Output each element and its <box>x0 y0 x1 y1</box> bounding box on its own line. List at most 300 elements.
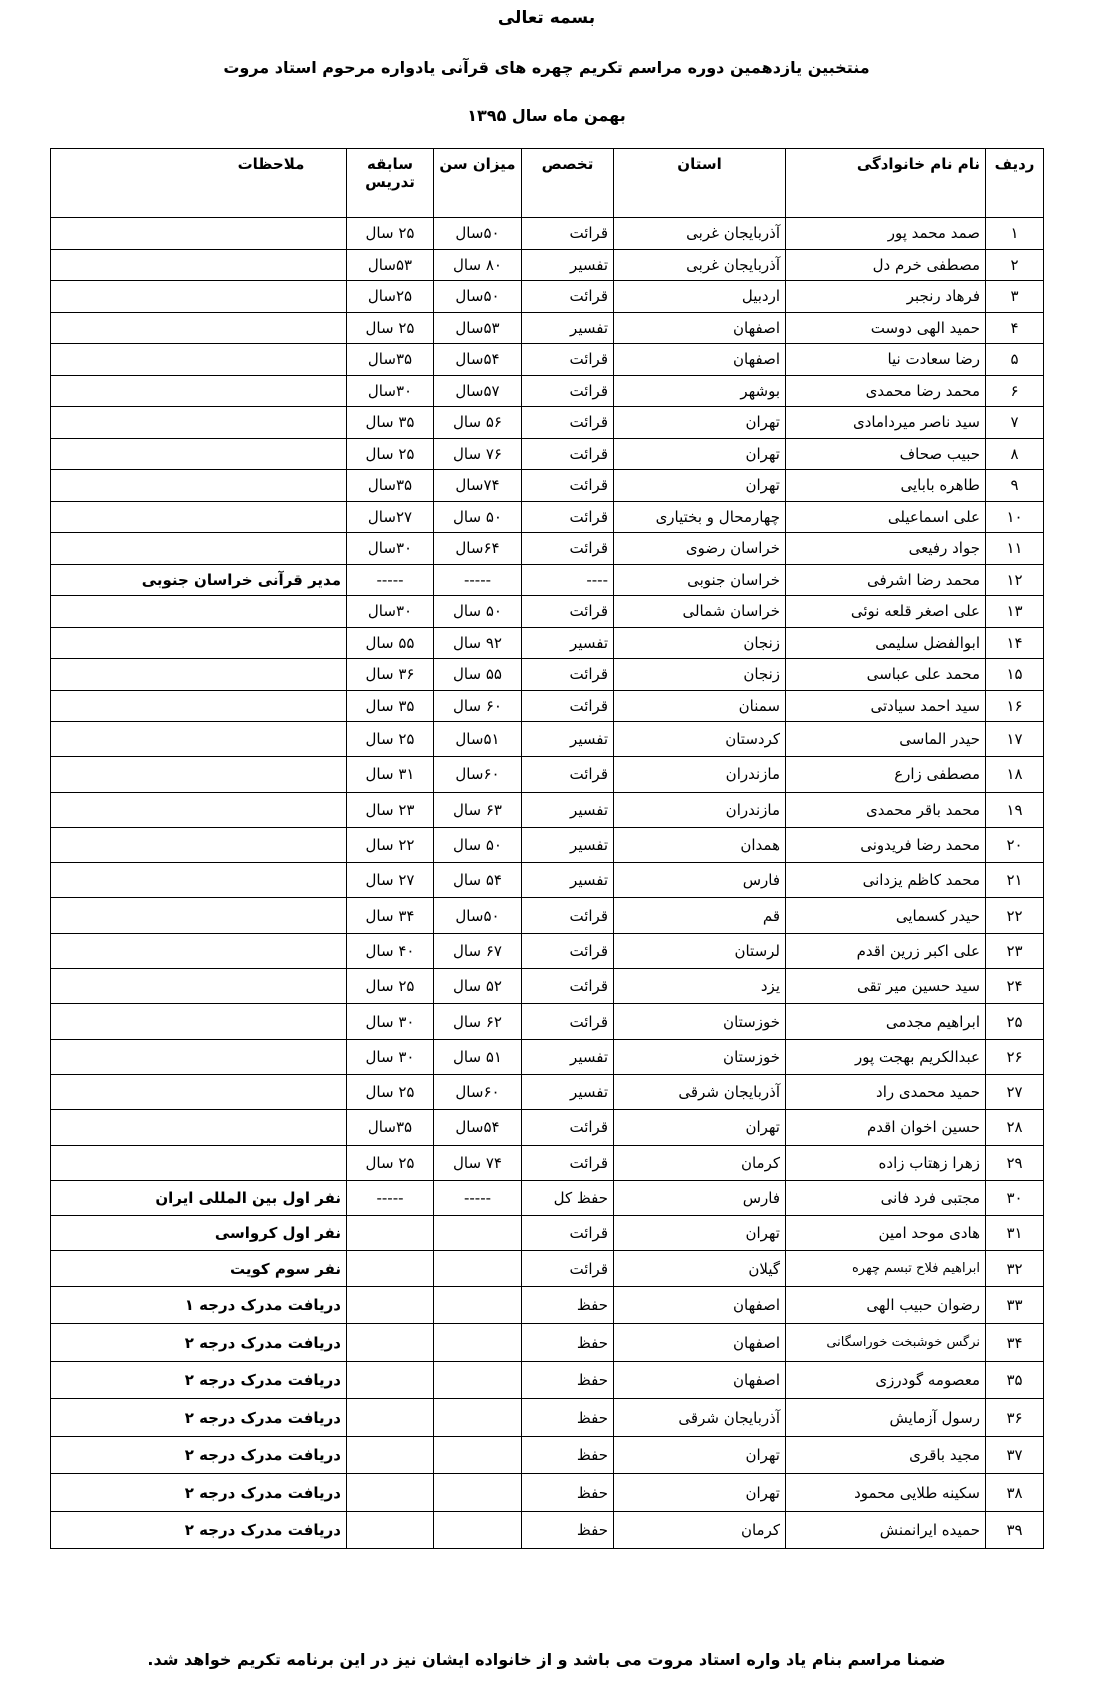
row-name: محمد رضا اشرفی <box>786 564 986 596</box>
row-field: قرائت <box>522 1004 614 1039</box>
row-age: ۵۱ سال <box>434 1039 522 1074</box>
row-note <box>51 312 347 344</box>
row-experience: ۲۵ سال <box>347 722 434 757</box>
table-row <box>51 827 1044 862</box>
row-field: تفسیر <box>522 249 614 281</box>
row-name: رسول آزمایش <box>786 1399 986 1437</box>
row-age: ۵۶ سال <box>434 407 522 439</box>
row-experience <box>347 1216 434 1251</box>
row-age: ۶۴سال <box>434 533 522 565</box>
row-note <box>51 1110 347 1145</box>
row-name: حمید محمدی راد <box>786 1074 986 1109</box>
table-row <box>51 757 1044 792</box>
row-field: تفسیر <box>522 312 614 344</box>
row-province: تهران <box>614 407 786 439</box>
row-idx: ۱۶ <box>986 690 1044 722</box>
table-row <box>51 564 1044 596</box>
row-age: ۵۴ سال <box>434 863 522 898</box>
row-name: هادی موحد امین <box>786 1216 986 1251</box>
row-age: ۵۰ سال <box>434 501 522 533</box>
table-row <box>51 1399 1044 1437</box>
row-age: ۶۲ سال <box>434 1004 522 1039</box>
row-note <box>51 218 347 250</box>
row-experience: ۲۷ سال <box>347 863 434 898</box>
row-province: یزد <box>614 969 786 1004</box>
row-idx: ۳۶ <box>986 1399 1044 1437</box>
row-note <box>51 933 347 968</box>
row-experience: ----- <box>347 1180 434 1215</box>
row-province: تهران <box>614 438 786 470</box>
document-date: بهمن ماه سال ۱۳۹۵ <box>467 106 626 125</box>
row-experience: ۳۶ سال <box>347 659 434 691</box>
row-field: حفظ <box>522 1324 614 1362</box>
row-province: همدان <box>614 827 786 862</box>
row-age: ۵۳سال <box>434 312 522 344</box>
row-experience: ۲۵ سال <box>347 969 434 1004</box>
row-idx: ۲ <box>986 249 1044 281</box>
row-experience: ۲۵ سال <box>347 218 434 250</box>
row-province: مازندران <box>614 792 786 827</box>
row-experience <box>347 1511 434 1549</box>
row-province: تهران <box>614 470 786 502</box>
row-note <box>51 792 347 827</box>
row-experience: ۲۲ سال <box>347 827 434 862</box>
row-idx: ۳ <box>986 281 1044 313</box>
col-header-name: نام نام خانوادگی <box>786 149 986 218</box>
table-row <box>51 969 1044 1004</box>
row-province: اصفهان <box>614 344 786 376</box>
row-experience <box>347 1436 434 1474</box>
row-age: ۶۰ سال <box>434 690 522 722</box>
table-row <box>51 863 1044 898</box>
row-province: کرمان <box>614 1511 786 1549</box>
row-experience: ۵۳سال <box>347 249 434 281</box>
row-field: تفسیر <box>522 792 614 827</box>
row-note <box>51 690 347 722</box>
table-row <box>51 659 1044 691</box>
table-row <box>51 1474 1044 1512</box>
row-idx: ۲۵ <box>986 1004 1044 1039</box>
row-province: خراسان رضوی <box>614 533 786 565</box>
row-experience: ۲۵ سال <box>347 312 434 344</box>
col-header-idx: ردیف <box>986 149 1044 218</box>
row-age: ۵۴سال <box>434 344 522 376</box>
table-row <box>51 249 1044 281</box>
row-idx: ۱۲ <box>986 564 1044 596</box>
row-note <box>51 407 347 439</box>
row-age: ۵۰ سال <box>434 596 522 628</box>
row-province: مازندران <box>614 757 786 792</box>
table-row <box>51 627 1044 659</box>
row-province: کرمان <box>614 1145 786 1180</box>
row-experience: ۳۰سال <box>347 596 434 628</box>
row-province: چهارمحال و بختیاری <box>614 501 786 533</box>
row-idx: ۱۹ <box>986 792 1044 827</box>
row-idx: ۳۳ <box>986 1286 1044 1324</box>
row-age: ----- <box>434 564 522 596</box>
row-province: آذربایجان شرقی <box>614 1074 786 1109</box>
row-experience: ۲۵سال <box>347 281 434 313</box>
row-experience: ۳۴ سال <box>347 898 434 933</box>
row-province: سمنان <box>614 690 786 722</box>
row-note <box>51 438 347 470</box>
row-idx: ۱۱ <box>986 533 1044 565</box>
row-idx: ۲۸ <box>986 1110 1044 1145</box>
row-field: قرائت <box>522 757 614 792</box>
row-age: ۶۰سال <box>434 1074 522 1109</box>
row-idx: ۲۴ <box>986 969 1044 1004</box>
row-idx: ۷ <box>986 407 1044 439</box>
row-idx: ۲۷ <box>986 1074 1044 1109</box>
row-name: حیدر الماسی <box>786 722 986 757</box>
row-name: مجتبی فرد فانی <box>786 1180 986 1215</box>
row-experience: ۳۵سال <box>347 1110 434 1145</box>
row-age <box>434 1511 522 1549</box>
row-experience <box>347 1324 434 1362</box>
row-experience <box>347 1399 434 1437</box>
row-name: حیدر کسمایی <box>786 898 986 933</box>
table-row <box>51 375 1044 407</box>
row-province: گیلان <box>614 1251 786 1286</box>
row-field: تفسیر <box>522 627 614 659</box>
row-name: طاهره بابایی <box>786 470 986 502</box>
row-field: تفسیر <box>522 827 614 862</box>
row-idx: ۳۲ <box>986 1251 1044 1286</box>
row-province: اصفهان <box>614 1361 786 1399</box>
table-row <box>51 1361 1044 1399</box>
row-note: دریافت مدرک درجه ۱ <box>51 1286 347 1324</box>
row-name: ابوالفضل سلیمی <box>786 627 986 659</box>
row-age: ۶۳ سال <box>434 792 522 827</box>
row-province: زنجان <box>614 659 786 691</box>
row-field: قرائت <box>522 596 614 628</box>
row-note <box>51 757 347 792</box>
row-note <box>51 863 347 898</box>
row-field: قرائت <box>522 470 614 502</box>
row-province: لرستان <box>614 933 786 968</box>
row-age: ۶۷ سال <box>434 933 522 968</box>
row-age: ۵۵ سال <box>434 659 522 691</box>
row-field: تفسیر <box>522 863 614 898</box>
row-age <box>434 1361 522 1399</box>
table-row <box>51 344 1044 376</box>
row-age: ۵۰ سال <box>434 827 522 862</box>
row-experience: ۳۵ سال <box>347 407 434 439</box>
row-field: حفظ <box>522 1361 614 1399</box>
row-name: سید ناصر میردامادی <box>786 407 986 439</box>
row-field: قرائت <box>522 898 614 933</box>
row-idx: ۱۷ <box>986 722 1044 757</box>
row-age: ۷۴سال <box>434 470 522 502</box>
row-province: خوزستان <box>614 1039 786 1074</box>
row-field: قرائت <box>522 1216 614 1251</box>
row-age: ۸۰ سال <box>434 249 522 281</box>
row-experience: ۳۰ سال <box>347 1039 434 1074</box>
table-row <box>51 1145 1044 1180</box>
row-name: حسین اخوان اقدم <box>786 1110 986 1145</box>
row-note <box>51 1074 347 1109</box>
row-note: دریافت مدرک درجه ۲ <box>51 1399 347 1437</box>
row-note <box>51 501 347 533</box>
row-note <box>51 375 347 407</box>
row-province: بوشهر <box>614 375 786 407</box>
row-name: محمد کاظم یزدانی <box>786 863 986 898</box>
row-age <box>434 1286 522 1324</box>
row-name: فرهاد رنجبر <box>786 281 986 313</box>
row-field: قرائت <box>522 659 614 691</box>
row-name: سکینه طلایی محمود <box>786 1474 986 1512</box>
row-idx: ۱ <box>986 218 1044 250</box>
row-province: تهران <box>614 1110 786 1145</box>
row-note: نفر اول بین المللی ایران <box>51 1180 347 1215</box>
row-note <box>51 470 347 502</box>
row-field: قرائت <box>522 933 614 968</box>
row-name: مجید باقری <box>786 1436 986 1474</box>
table-row <box>51 1180 1044 1215</box>
row-note: نفر سوم کویت <box>51 1251 347 1286</box>
table-row <box>51 470 1044 502</box>
row-field: قرائت <box>522 501 614 533</box>
row-province: فارس <box>614 1180 786 1215</box>
row-field: قرائت <box>522 969 614 1004</box>
row-note <box>51 1145 347 1180</box>
row-field: حفظ کل <box>522 1180 614 1215</box>
row-idx: ۸ <box>986 438 1044 470</box>
row-experience: ۳۰سال <box>347 375 434 407</box>
row-idx: ۱۸ <box>986 757 1044 792</box>
row-idx: ۲۰ <box>986 827 1044 862</box>
row-experience: ۳۵سال <box>347 344 434 376</box>
row-idx: ۲۳ <box>986 933 1044 968</box>
row-name: ابراهیم فلاح تبسم چهره <box>786 1251 986 1286</box>
row-province: اردبیل <box>614 281 786 313</box>
row-name: مصطفی خرم دل <box>786 249 986 281</box>
row-experience: ۳۰سال <box>347 533 434 565</box>
row-experience: ۴۰ سال <box>347 933 434 968</box>
row-name: محمد رضا محمدی <box>786 375 986 407</box>
row-note <box>51 249 347 281</box>
row-age <box>434 1436 522 1474</box>
row-note <box>51 344 347 376</box>
row-age: ۵۱سال <box>434 722 522 757</box>
row-experience: ۳۵ سال <box>347 690 434 722</box>
row-name: علی اصغر قلعه نوئی <box>786 596 986 628</box>
row-province: زنجان <box>614 627 786 659</box>
row-note: دریافت مدرک درجه ۲ <box>51 1474 347 1512</box>
col-header-notes: ملاحظات <box>51 149 347 218</box>
row-name: جواد رفیعی <box>786 533 986 565</box>
row-note <box>51 827 347 862</box>
row-name: علی اکبر زرین اقدم <box>786 933 986 968</box>
row-idx: ۱۳ <box>986 596 1044 628</box>
row-name: زهرا زهتاب زاده <box>786 1145 986 1180</box>
row-name: مصطفی زارع <box>786 757 986 792</box>
row-experience: ۳۰ سال <box>347 1004 434 1039</box>
row-experience <box>347 1286 434 1324</box>
row-age: ۵۰سال <box>434 218 522 250</box>
row-note <box>51 627 347 659</box>
row-idx: ۳۱ <box>986 1216 1044 1251</box>
row-note: دریافت مدرک درجه ۲ <box>51 1324 347 1362</box>
row-note <box>51 596 347 628</box>
table-row <box>51 312 1044 344</box>
row-field: قرائت <box>522 438 614 470</box>
table-row <box>51 1216 1044 1251</box>
table-row <box>51 1039 1044 1074</box>
table-row <box>51 533 1044 565</box>
row-experience: ۲۵ سال <box>347 438 434 470</box>
row-note <box>51 281 347 313</box>
row-idx: ۳۸ <box>986 1474 1044 1512</box>
row-province: تهران <box>614 1216 786 1251</box>
row-experience: ۲۷سال <box>347 501 434 533</box>
row-field: حفظ <box>522 1474 614 1512</box>
row-experience: ۳۵سال <box>347 470 434 502</box>
row-idx: ۹ <box>986 470 1044 502</box>
row-note <box>51 969 347 1004</box>
table-body <box>51 218 1044 1549</box>
row-name: صمد محمد پور <box>786 218 986 250</box>
table-row <box>51 596 1044 628</box>
table-row <box>51 898 1044 933</box>
row-province: تهران <box>614 1436 786 1474</box>
row-province: اصفهان <box>614 312 786 344</box>
table-row <box>51 690 1044 722</box>
row-province: خراسان جنوبی <box>614 564 786 596</box>
row-experience: ----- <box>347 564 434 596</box>
row-note: دریافت مدرک درجه ۲ <box>51 1511 347 1549</box>
col-header-age: میزان سن <box>434 149 522 218</box>
row-note: مدیر قرآنی خراسان جنوبی <box>51 564 347 596</box>
row-field: قرائت <box>522 533 614 565</box>
row-name: عبدالکریم بهجت پور <box>786 1039 986 1074</box>
row-province: فارس <box>614 863 786 898</box>
row-province: خوزستان <box>614 1004 786 1039</box>
table-row <box>51 281 1044 313</box>
row-age <box>434 1474 522 1512</box>
row-province: آذربایجان شرقی <box>614 1399 786 1437</box>
table-row <box>51 1436 1044 1474</box>
row-age <box>434 1216 522 1251</box>
row-idx: ۱۵ <box>986 659 1044 691</box>
row-idx: ۲۲ <box>986 898 1044 933</box>
row-name: علی اسماعیلی <box>786 501 986 533</box>
row-province: آذربایجان غربی <box>614 249 786 281</box>
row-field: حفظ <box>522 1286 614 1324</box>
table-row <box>51 933 1044 968</box>
table-row <box>51 407 1044 439</box>
row-age <box>434 1251 522 1286</box>
row-field: قرائت <box>522 407 614 439</box>
row-field: قرائت <box>522 1251 614 1286</box>
row-note <box>51 533 347 565</box>
honorees-table <box>50 148 1044 1549</box>
row-field: تفسیر <box>522 1074 614 1109</box>
row-idx: ۳۵ <box>986 1361 1044 1399</box>
row-age: ۵۰سال <box>434 898 522 933</box>
row-note <box>51 898 347 933</box>
row-field: قرائت <box>522 1145 614 1180</box>
row-note: دریافت مدرک درجه ۲ <box>51 1361 347 1399</box>
col-header-experience: سابقه تدریس <box>347 149 434 218</box>
row-name: نرگس خوشبخت خوراسگانی <box>786 1324 986 1362</box>
row-idx: ۳۰ <box>986 1180 1044 1215</box>
row-province: اصفهان <box>614 1324 786 1362</box>
row-age: ۹۲ سال <box>434 627 522 659</box>
row-name: حبیب صحاف <box>786 438 986 470</box>
row-age: ۵۲ سال <box>434 969 522 1004</box>
row-age: ۶۰سال <box>434 757 522 792</box>
row-province: تهران <box>614 1474 786 1512</box>
document-title: منتخبین یازدهمین دوره مراسم تکریم چهره های قرآنی یادواره مرحوم استاد مروت <box>223 58 870 77</box>
row-name: ابراهیم مجدمی <box>786 1004 986 1039</box>
row-idx: ۲۱ <box>986 863 1044 898</box>
row-field: قرائت <box>522 1110 614 1145</box>
table-row <box>51 438 1044 470</box>
table-row <box>51 1286 1044 1324</box>
row-name: حمید الهی دوست <box>786 312 986 344</box>
row-note <box>51 659 347 691</box>
row-field: حفظ <box>522 1399 614 1437</box>
row-name: محمد علی عباسی <box>786 659 986 691</box>
row-province: اصفهان <box>614 1286 786 1324</box>
row-experience: ۳۱ سال <box>347 757 434 792</box>
row-field: تفسیر <box>522 722 614 757</box>
row-field: ---- <box>522 564 614 596</box>
table-row <box>51 1110 1044 1145</box>
row-name: حمیده ایرانمنش <box>786 1511 986 1549</box>
row-age: ۵۴سال <box>434 1110 522 1145</box>
row-idx: ۱۴ <box>986 627 1044 659</box>
row-field: تفسیر <box>522 1039 614 1074</box>
row-note: نفر اول کرواسی <box>51 1216 347 1251</box>
row-note: دریافت مدرک درجه ۲ <box>51 1436 347 1474</box>
table-row <box>51 792 1044 827</box>
row-province: خراسان شمالی <box>614 596 786 628</box>
row-name: رضا سعادت نیا <box>786 344 986 376</box>
row-name: محمد باقر محمدی <box>786 792 986 827</box>
row-idx: ۶ <box>986 375 1044 407</box>
row-age <box>434 1324 522 1362</box>
row-idx: ۳۹ <box>986 1511 1044 1549</box>
table-row <box>51 501 1044 533</box>
row-province: قم <box>614 898 786 933</box>
row-experience: ۲۵ سال <box>347 1145 434 1180</box>
row-age: ----- <box>434 1180 522 1215</box>
row-experience <box>347 1474 434 1512</box>
row-field: قرائت <box>522 281 614 313</box>
table-row <box>51 1074 1044 1109</box>
row-experience <box>347 1361 434 1399</box>
col-header-field: تخصص <box>522 149 614 218</box>
row-experience: ۲۵ سال <box>347 1074 434 1109</box>
row-field: حفظ <box>522 1436 614 1474</box>
table-row <box>51 1324 1044 1362</box>
row-name: رضوان حبیب الهی <box>786 1286 986 1324</box>
table-row <box>51 218 1044 250</box>
row-idx: ۲۹ <box>986 1145 1044 1180</box>
row-idx: ۳۴ <box>986 1324 1044 1362</box>
row-idx: ۲۶ <box>986 1039 1044 1074</box>
row-field: قرائت <box>522 218 614 250</box>
row-field: حفظ <box>522 1511 614 1549</box>
footer-note: ضمنا مراسم بنام یاد واره استاد مروت می باشد و از خانواده ایشان نیز در این برنامه تکریم خواهد شد. <box>147 1650 946 1669</box>
table-header-row <box>51 149 1044 218</box>
row-note <box>51 1039 347 1074</box>
col-header-province: استان <box>614 149 786 218</box>
row-province: آذربایجان غربی <box>614 218 786 250</box>
row-age: ۷۶ سال <box>434 438 522 470</box>
